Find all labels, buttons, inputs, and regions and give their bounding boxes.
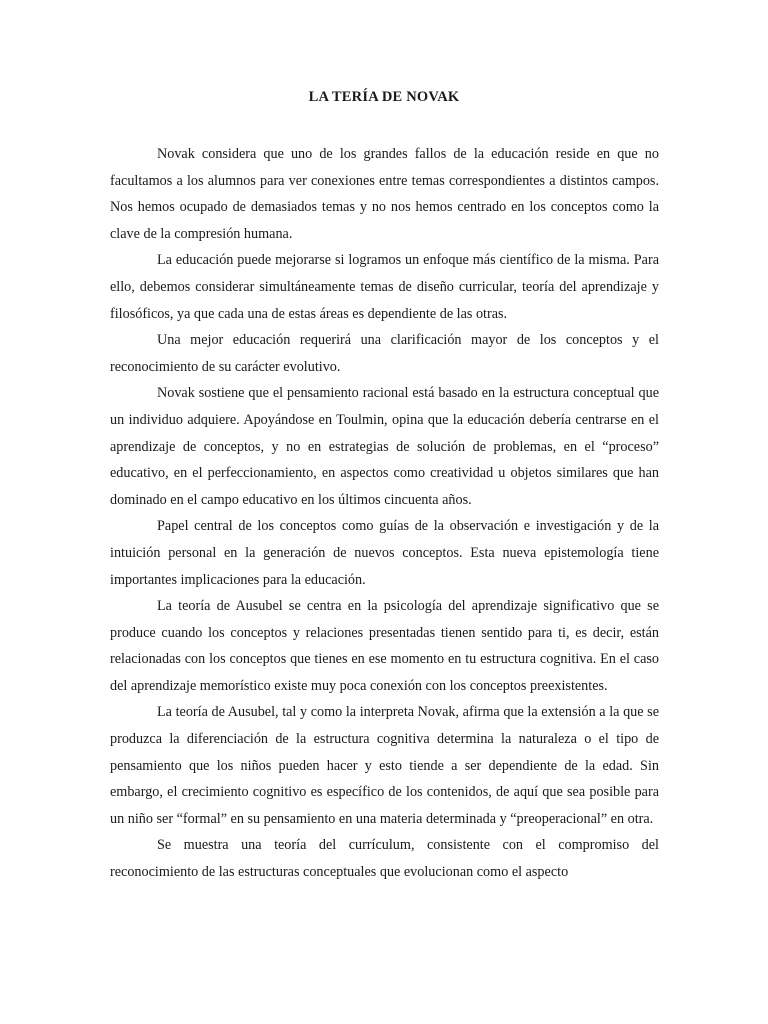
paragraph-8: Se muestra una teoría del currículum, consistente con el compromiso del reconocimiento de las estructuras conceptuales que evolucionan como el aspecto	[110, 837, 659, 881]
paragraph-5: Papel central de los conceptos como guías de la observación e investigación y de la intuición personal en la generación de nuevos conceptos. Esta nueva epistemología tiene importantes implicaciones para la educación.	[110, 518, 659, 588]
document-body	[110, 141, 659, 886]
paragraph-3: Una mejor educación requerirá una clarificación mayor de los conceptos y el reconocimiento de su carácter evolutivo.	[110, 332, 659, 375]
paragraph-4: Novak sostiene que el pensamiento racional está basado en la estructura conceptual que un individuo adquiere. Apoyándose en Toulmin, opina que la educación debería centrarse en el aprendizaje de conceptos, y no en estrategias de solución de problemas, en el “proceso” educativo, en el perfeccionamiento, en aspectos como creatividad u objetos similares que han dominado en el campo educativo en los últimos cincuenta años.	[110, 385, 659, 508]
paragraph-1: Novak considera que uno de los grandes fallos de la educación reside en que no facultamos a los alumnos para ver conexiones entre temas correspondientes a distintos campos. Nos hemos ocupado de demasiados temas y no nos hemos centrado en los conceptos como la clave de la compresión humana.	[110, 146, 659, 242]
paragraph-2: La educación puede mejorarse si logramos un enfoque más científico de la misma. Para ello, debemos considerar simultáneamente temas de diseño curricular, teoría del aprendizaje y filosóficos, ya que cada una de estas áreas es dependiente de las otras.	[110, 252, 659, 322]
document-title: LA TERÍA DE NOVAK	[308, 89, 460, 105]
paragraph-6: La teoría de Ausubel se centra en la psicología del aprendizaje significativo que se produce cuando los conceptos y relaciones presentadas tienen sentido para ti, es decir, están relacionadas con los conceptos que tienes en ese momento en tu estructura cognitiva. En el caso del aprendizaje memorístico existe muy poca conexión con los conceptos preexistentes.	[110, 598, 659, 694]
paragraph-7: La teoría de Ausubel, tal y como la interpreta Novak, afirma que la extensión a la que se produzca la diferenciación de la estructura cognitiva determina la naturaleza o el tipo de pensamiento que los niños pueden hacer y esto tiende a ser dependiente de la edad. Sin embargo, el crecimiento cognitivo es específico de los contenidos, de aquí que sea posible para un niño ser “formal” en su pensamiento en una materia determinada y “preoperacional” en otra.	[110, 704, 659, 827]
